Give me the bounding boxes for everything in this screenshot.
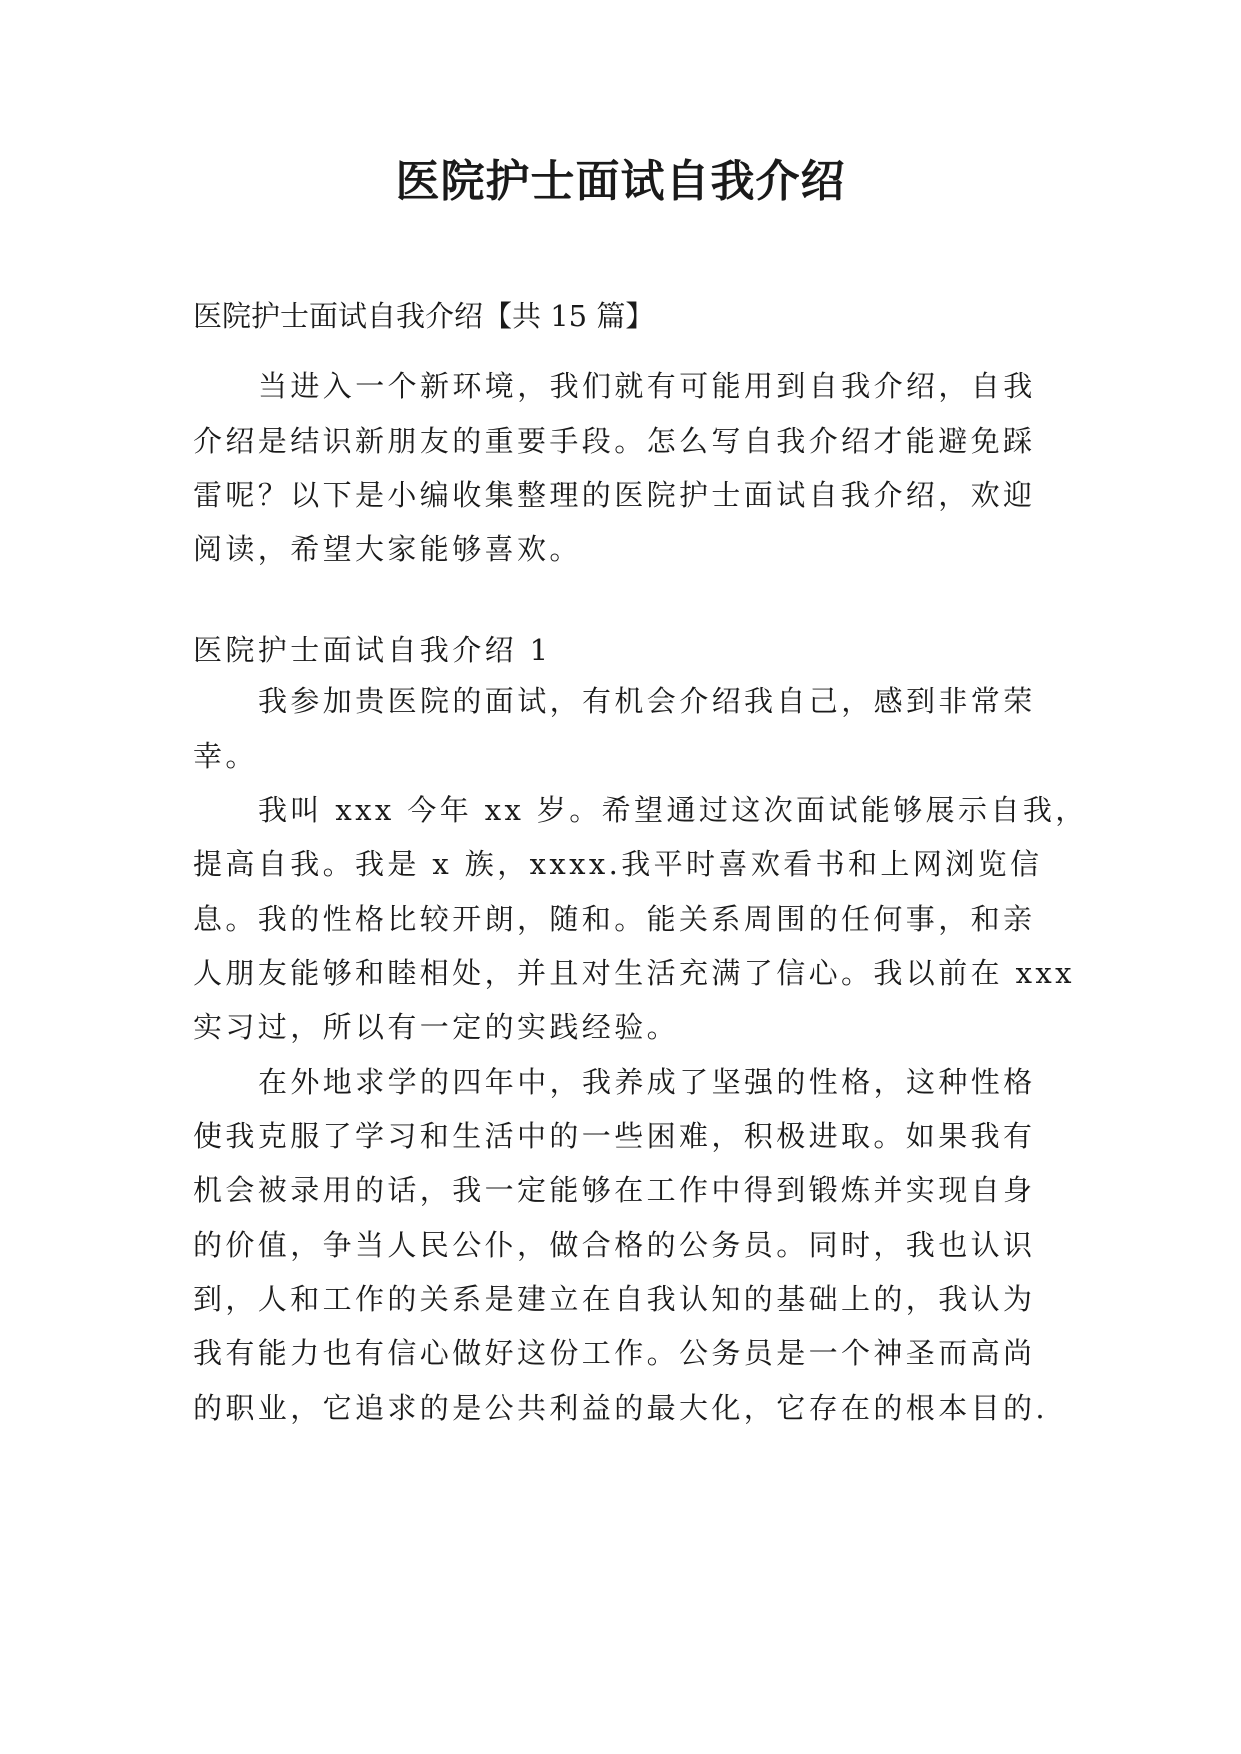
body-line: 的价值，争当人民公仆，做合格的公务员。同时，我也认识 <box>193 1228 1036 1262</box>
body-line: 我叫 xxx 今年 xx 岁。希望通过这次面试能够展示自我， <box>258 793 1088 827</box>
body-line: 到，人和工作的关系是建立在自我认知的基础上的，我认为 <box>193 1282 1036 1316</box>
body-line: 使我克服了学习和生活中的一些困难，积极进取。如果我有 <box>193 1119 1036 1153</box>
intro-line: 阅读，希望大家能够喜欢。 <box>193 532 582 566</box>
intro-line: 介绍是结识新朋友的重要手段。怎么写自我介绍才能避免踩 <box>193 424 1036 458</box>
document-subtitle: 医院护士面试自我介绍【共 15 篇】 <box>193 299 655 333</box>
body-line: 息。我的性格比较开朗，随和。能关系周围的任何事，和亲 <box>193 902 1036 936</box>
body-line: 提高自我。我是 x 族，xxxx.我平时喜欢看书和上网浏览信 <box>193 847 1043 881</box>
intro-line: 雷呢？以下是小编收集整理的医院护士面试自我介绍，欢迎 <box>193 478 1036 512</box>
body-line: 我参加贵医院的面试，有机会介绍我自己，感到非常荣 <box>258 684 1036 718</box>
intro-line: 当进入一个新环境，我们就有可能用到自我介绍，自我 <box>258 369 1036 403</box>
body-line: 的职业，它追求的是公共利益的最大化，它存在的根本目的. <box>193 1391 1049 1425</box>
body-line: 机会被录用的话，我一定能够在工作中得到锻炼并实现自身 <box>193 1173 1036 1207</box>
body-line: 在外地求学的四年中，我养成了坚强的性格，这种性格 <box>258 1065 1036 1099</box>
section-heading: 医院护士面试自我介绍 1 <box>193 633 552 667</box>
body-line: 幸。 <box>193 739 258 773</box>
page-title: 医院护士面试自我介绍 <box>395 156 846 207</box>
body-line: 实习过，所以有一定的实践经验。 <box>193 1010 680 1044</box>
body-line: 人朋友能够和睦相处，并且对生活充满了信心。我以前在 xxx <box>193 956 1075 990</box>
body-line: 我有能力也有信心做好这份工作。公务员是一个神圣而高尚 <box>193 1336 1036 1370</box>
